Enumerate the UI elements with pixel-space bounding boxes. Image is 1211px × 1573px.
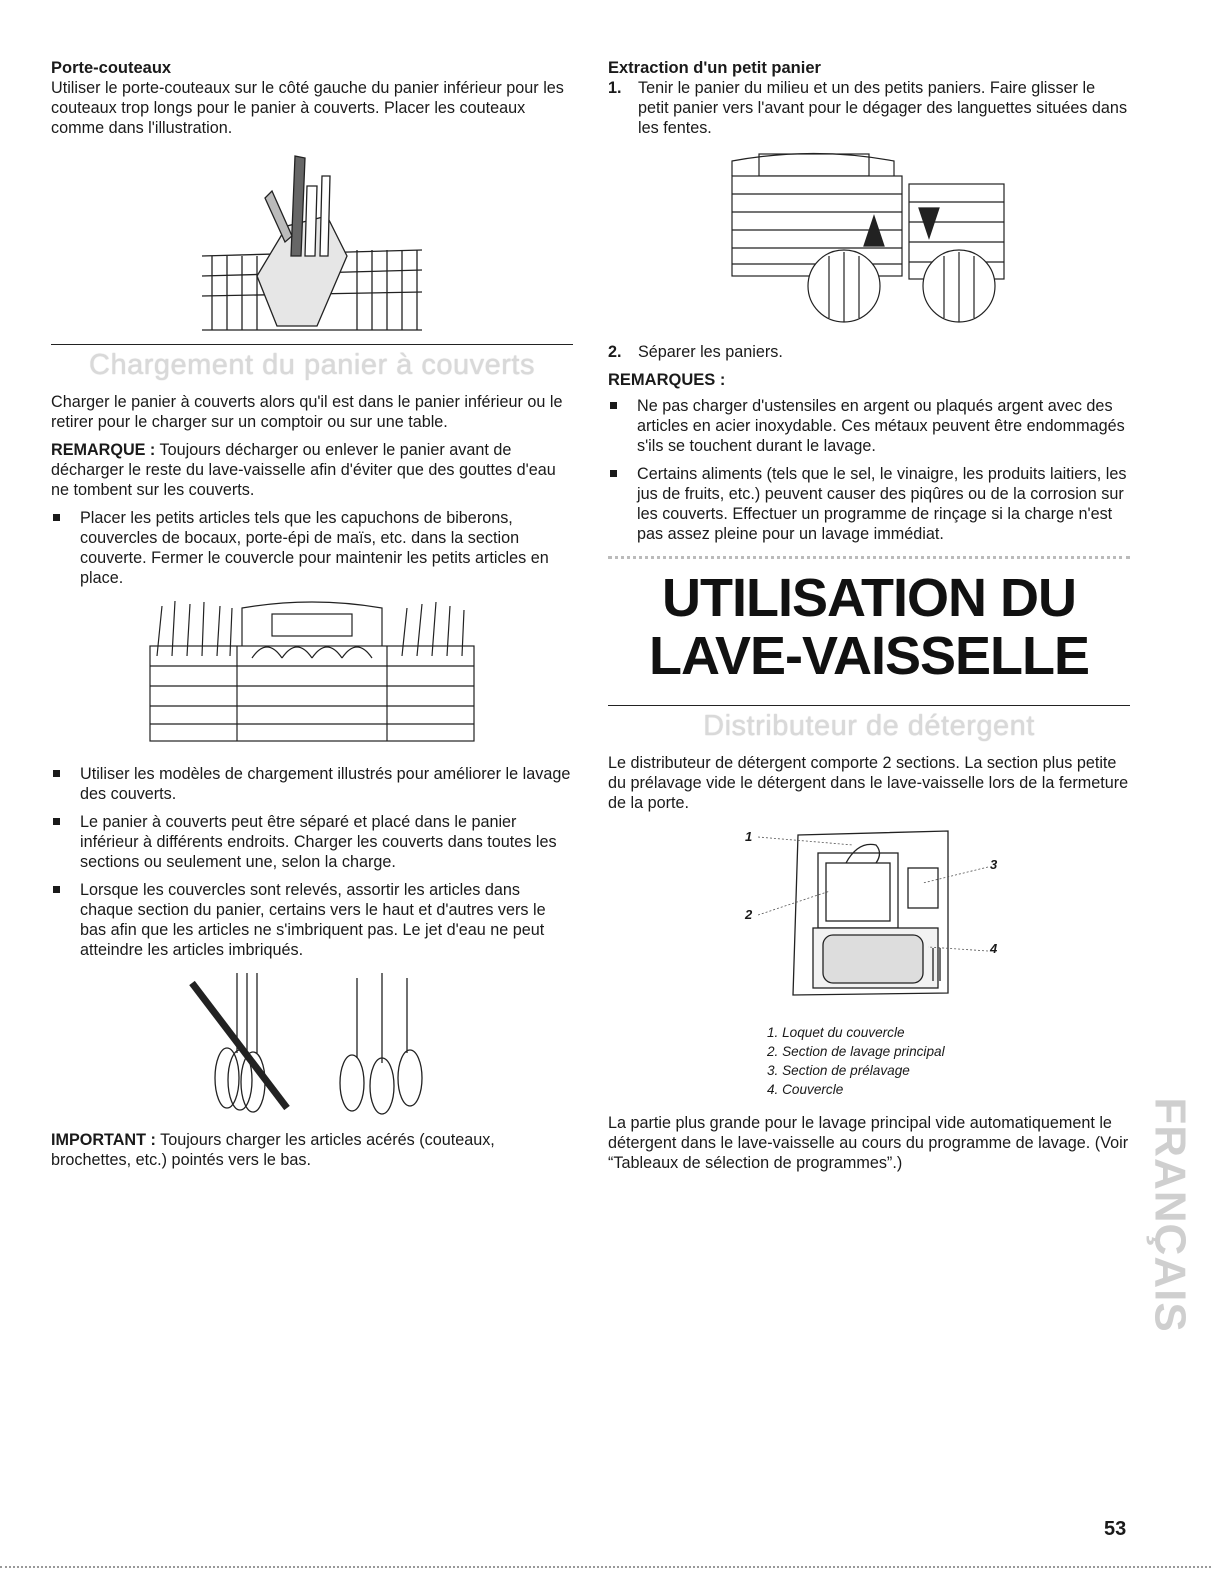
list-item: Ne pas charger d'ustensiles en argent ou plaqués argent avec des articles en acier inoxydable. Ces métaux peuvent être endommagés s'ils se touchent durant le lavage. xyxy=(608,396,1130,456)
dotted-divider xyxy=(608,556,1130,559)
flatware-basket-illustration xyxy=(142,596,482,746)
legend-item: 2. Section de lavage principal xyxy=(767,1044,945,1059)
remarque-label: REMARQUE : xyxy=(51,441,156,459)
important-text: Toujours charger les articles acérés (couteaux, brochettes, etc.) pointés vers le bas. xyxy=(51,1131,495,1169)
remarques-list xyxy=(608,396,1130,544)
chapter-title xyxy=(608,569,1130,685)
remarques-label: REMARQUES : xyxy=(608,371,726,389)
legend-item: 3. Section de prélavage xyxy=(767,1063,910,1078)
callout-1: 1 xyxy=(745,829,753,844)
legend-item: 4. Couvercle xyxy=(767,1082,844,1097)
section-title-flatware-basket: Chargement du panier à couverts xyxy=(89,349,535,381)
steps-list xyxy=(608,78,1130,138)
flatware-intro: Charger le panier à couverts alors qu'il est dans le panier inférieur ou le retirer pour le charger sur un comptoir ou sur une table. xyxy=(51,393,563,431)
list-item: Certains aliments (tels que le sel, le vinaigre, les produits laitiers, les jus de fruits, etc.) peuvent causer des piqûres ou de la corrosion sur les couverts. Effectuer un programme de rinçage si la charge n'est pas assez pleine pour un lavage immédiat. xyxy=(608,464,1130,544)
callout-2: 2 xyxy=(745,907,753,922)
divider xyxy=(608,705,1130,706)
steps-list-2 xyxy=(608,342,1130,362)
language-tab-label: FRANÇAIS xyxy=(1146,1097,1196,1333)
dispenser-figure xyxy=(608,823,1130,1023)
callout-4: 4 xyxy=(990,941,998,956)
remarque-text: Toujours décharger ou enlever le panier avant de décharger le reste du lave-vaisselle afin d'éviter que des gouttes d'eau ne tombent sur les couverts. xyxy=(51,441,556,499)
step-1 xyxy=(608,78,1130,138)
bottom-border xyxy=(0,1566,1211,1568)
callout-3: 3 xyxy=(990,857,998,872)
nesting-spoons-illustration xyxy=(182,968,442,1118)
step-text: Séparer les paniers. xyxy=(638,343,783,361)
step-number: 1. xyxy=(608,79,622,97)
dispenser-main-wash: La partie plus grande pour le lavage principal vide automatiquement le détergent dans le lave-vaisselle au cours du programme de lavage. (Voir “Tableaux de sélection de programmes”.) xyxy=(608,1114,1129,1172)
page-number: 53 xyxy=(1104,1518,1127,1540)
bullet-list-small-items xyxy=(51,508,573,588)
important-note xyxy=(51,1130,573,1170)
section-title-detergent-dispenser: Distributeur de détergent xyxy=(703,710,1035,742)
language-side-tab xyxy=(1146,1080,1196,1350)
list-item: Le panier à couverts peut être séparé et placé dans le panier inférieur à différents endroits. Charger les couverts dans toutes les sections ou seulement une, selon la charge. xyxy=(51,812,573,872)
list-item: Lorsque les couvercles sont relevés, assortir les articles dans chaque section du panier, certains vers le haut et d'autres vers le bas afin que les articles ne s'imbriquent pas. Le jet d'eau ne peut atteindre les articles imbriqués. xyxy=(51,880,573,960)
knife-holder-text: Utiliser le porte-couteaux sur le côté gauche du panier inférieur pour les couteaux trop longs pour le panier à couverts. Placer les couteaux comme dans l'illustration. xyxy=(51,79,564,137)
right-column xyxy=(608,58,1130,1181)
chapter-title-line-2: LAVE-VAISSELLE xyxy=(648,626,1090,686)
list-item: Utiliser les modèles de chargement illustrés pour améliorer le lavage des couverts. xyxy=(51,764,573,804)
basket-separation-illustration xyxy=(724,146,1014,336)
extract-basket-heading: Extraction d'un petit panier xyxy=(608,59,821,77)
knife-holder-illustration xyxy=(197,146,427,336)
remarque-note xyxy=(51,440,573,500)
figure-legend xyxy=(608,1023,1130,1099)
step-2 xyxy=(608,342,1130,362)
dispenser-intro: Le distributeur de détergent comporte 2 sections. La section plus petite du prélavage vide le détergent dans le lave-vaisselle lors de la fermeture de la porte. xyxy=(608,754,1129,812)
step-number: 2. xyxy=(608,343,622,361)
important-label: IMPORTANT : xyxy=(51,1131,156,1149)
list-item: Placer les petits articles tels que les capuchons de biberons, couvercles de bocaux, porte-épi de maïs, etc. dans la section couverte. Fermer le couvercle pour maintenir les petits articles en place. xyxy=(51,508,573,588)
legend-item: 1. Loquet du couvercle xyxy=(767,1025,905,1040)
left-column xyxy=(51,58,573,1178)
bullet-list-loading xyxy=(51,764,573,960)
chapter-title-line-1: UTILISATION DU xyxy=(662,568,1076,628)
knife-holder-heading: Porte-couteaux xyxy=(51,59,172,77)
detergent-dispenser-illustration xyxy=(758,823,998,1008)
step-text: Tenir le panier du milieu et un des petits paniers. Faire glisser le petit panier vers l'avant pour le dégager des languettes situées dans les fentes. xyxy=(638,79,1128,137)
divider xyxy=(51,344,573,345)
